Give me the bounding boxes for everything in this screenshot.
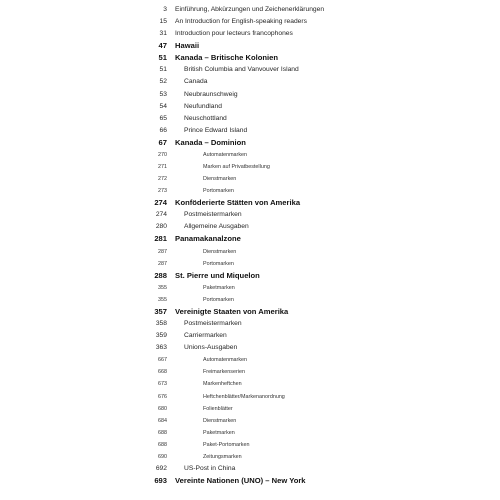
toc-page-number: 288 xyxy=(154,270,167,280)
toc-entry[interactable] xyxy=(0,64,500,76)
toc-entry[interactable] xyxy=(0,451,500,463)
toc-entry-title: Carriermarken xyxy=(184,332,227,340)
toc-entry-title: Postmeistermarken xyxy=(184,320,242,328)
toc-entry-title: Paketmarken xyxy=(203,429,235,436)
toc-page-number: 673 xyxy=(158,381,167,388)
toc-page-number: 287 xyxy=(158,248,167,255)
toc-entry[interactable] xyxy=(0,76,500,88)
toc-entry[interactable] xyxy=(0,101,500,113)
toc-entry-title: Portomarken xyxy=(203,188,234,195)
toc-page-number: 668 xyxy=(158,369,167,376)
toc-entry[interactable] xyxy=(0,173,500,185)
table-of-contents xyxy=(0,4,500,487)
toc-entry[interactable] xyxy=(0,197,500,209)
toc-entry[interactable] xyxy=(0,233,500,245)
toc-entry[interactable] xyxy=(0,113,500,125)
toc-entry[interactable] xyxy=(0,16,500,28)
toc-page-number: 31 xyxy=(159,30,167,38)
toc-page-number: 54 xyxy=(159,102,167,110)
toc-entry[interactable] xyxy=(0,439,500,451)
toc-entry-title: Hawaii xyxy=(175,41,200,51)
toc-entry[interactable] xyxy=(0,282,500,294)
toc-page-number: 363 xyxy=(155,344,167,352)
toc-entry[interactable] xyxy=(0,4,500,16)
toc-entry-title: Dienstmarken xyxy=(203,417,237,424)
toc-entry-title: Automatenmarken xyxy=(203,357,248,364)
toc-page-number: 680 xyxy=(158,405,167,412)
toc-entry[interactable] xyxy=(0,475,500,487)
toc-page-number: 66 xyxy=(159,126,167,134)
toc-page-number: 15 xyxy=(159,18,167,26)
toc-entry[interactable] xyxy=(0,209,500,221)
toc-page-number: 272 xyxy=(158,176,167,183)
toc-entry[interactable] xyxy=(0,366,500,378)
toc-entry-title: Konföderierte Stätten von Amerika xyxy=(175,198,301,208)
toc-entry[interactable] xyxy=(0,427,500,439)
toc-entry-title: Dienstmarken xyxy=(203,248,237,255)
toc-entry-title: Introduction pour lecteurs francophones xyxy=(175,30,293,38)
toc-entry[interactable] xyxy=(0,149,500,161)
toc-entry[interactable] xyxy=(0,403,500,415)
toc-page-number: 688 xyxy=(158,441,167,448)
toc-entry-title: Prince Edward Island xyxy=(184,126,248,134)
toc-page-number: 274 xyxy=(155,211,167,219)
toc-entry-title: Canada xyxy=(184,78,208,86)
toc-entry-title: Heftchenblätter/Markenanordnung xyxy=(203,393,285,400)
toc-entry-title: Portomarken xyxy=(203,260,234,267)
toc-page-number: 47 xyxy=(158,41,167,51)
toc-page-number: 357 xyxy=(154,306,167,316)
toc-entry[interactable] xyxy=(0,391,500,403)
toc-entry[interactable] xyxy=(0,354,500,366)
toc-page-number: 676 xyxy=(158,393,167,400)
toc-entry[interactable] xyxy=(0,40,500,52)
toc-page-number: 690 xyxy=(158,453,167,460)
toc-entry-title: Kanada – Britische Kolonien xyxy=(175,53,278,63)
toc-page-number: 359 xyxy=(155,332,167,340)
toc-entry-title: An Introduction for English-speaking readers xyxy=(175,18,307,26)
toc-page-number: 65 xyxy=(159,114,167,122)
toc-entry-title: Einführung, Abkürzungen und Zeichenerklärungen xyxy=(175,6,325,13)
toc-page-number: 52 xyxy=(159,78,167,86)
toc-entry-title: Postmeistermarken xyxy=(184,211,242,219)
toc-page-number: 270 xyxy=(158,151,167,158)
toc-page-number: 274 xyxy=(154,198,167,208)
toc-entry-title: Portomarken xyxy=(203,296,234,303)
toc-entry[interactable] xyxy=(0,161,500,173)
toc-entry[interactable] xyxy=(0,185,500,197)
toc-entry[interactable] xyxy=(0,270,500,282)
toc-page-number: 693 xyxy=(154,476,167,486)
toc-entry-title: Neubraunschweig xyxy=(184,90,238,98)
toc-entry-title: Vereinigte Staaten von Amerika xyxy=(175,306,289,316)
toc-entry-title: Automatenmarken xyxy=(203,151,248,158)
toc-entry[interactable] xyxy=(0,342,500,354)
toc-entry[interactable] xyxy=(0,294,500,306)
toc-entry[interactable] xyxy=(0,52,500,64)
toc-entry-title: Marken auf Privatbestellung xyxy=(203,164,270,171)
toc-page-number: 358 xyxy=(155,320,167,328)
toc-entry[interactable] xyxy=(0,378,500,390)
toc-entry-title: Dienstmarken xyxy=(203,176,237,183)
toc-entry[interactable] xyxy=(0,318,500,330)
toc-entry[interactable] xyxy=(0,125,500,137)
toc-page-number: 355 xyxy=(158,296,167,303)
toc-page-number: 67 xyxy=(158,137,167,147)
toc-page-number: 692 xyxy=(155,464,167,472)
toc-entry-title: Folienblätter xyxy=(203,405,233,412)
toc-entry[interactable] xyxy=(0,221,500,233)
toc-entry[interactable] xyxy=(0,28,500,40)
toc-page-number: 51 xyxy=(159,66,167,74)
toc-page-number: 684 xyxy=(158,417,167,424)
toc-page-number: 280 xyxy=(155,223,167,231)
toc-page-number: 271 xyxy=(158,164,167,171)
toc-entry[interactable] xyxy=(0,89,500,101)
toc-entry-title: US-Post in China xyxy=(184,464,236,472)
toc-entry-title: Neuschottland xyxy=(184,114,227,122)
toc-entry-title: Zeitungsmarken xyxy=(203,453,242,460)
toc-page-number: 51 xyxy=(158,53,167,63)
toc-entry-title: Allgemeine Ausgaben xyxy=(184,223,249,231)
toc-entry[interactable] xyxy=(0,246,500,258)
toc-page-number: 688 xyxy=(158,429,167,436)
toc-page-number: 273 xyxy=(158,188,167,195)
toc-entry[interactable] xyxy=(0,330,500,342)
toc-entry-title: Paketmarken xyxy=(203,284,235,291)
toc-entry[interactable] xyxy=(0,463,500,475)
toc-page-number: 355 xyxy=(158,284,167,291)
toc-entry-title: Unions-Ausgaben xyxy=(184,344,238,352)
toc-entry[interactable] xyxy=(0,415,500,427)
toc-entry-title: Vereinte Nationen (UNO) – New York xyxy=(175,476,306,486)
toc-entry[interactable] xyxy=(0,137,500,149)
toc-page-number: 287 xyxy=(158,260,167,267)
toc-entry[interactable] xyxy=(0,306,500,318)
toc-entry-title: Kanada – Dominion xyxy=(175,137,246,147)
toc-page-number: 281 xyxy=(154,234,167,244)
toc-entry-title: Neufundland xyxy=(184,102,222,110)
toc-entry-title: St. Pierre und Miquelon xyxy=(175,270,260,280)
toc-entry-title: Freimarkenserien xyxy=(203,369,245,376)
toc-page-number: 3 xyxy=(163,6,167,13)
toc-entry-title: Panamakanalzone xyxy=(175,234,241,244)
toc-entry[interactable] xyxy=(0,258,500,270)
toc-page-number: 53 xyxy=(159,90,167,98)
toc-entry-title: British Columbia and Vanvouver Island xyxy=(184,66,299,74)
toc-entry-title: Markenheftchen xyxy=(203,381,242,388)
toc-entry-title: Paket-Portomarken xyxy=(203,441,250,448)
toc-page-number: 667 xyxy=(158,357,167,364)
